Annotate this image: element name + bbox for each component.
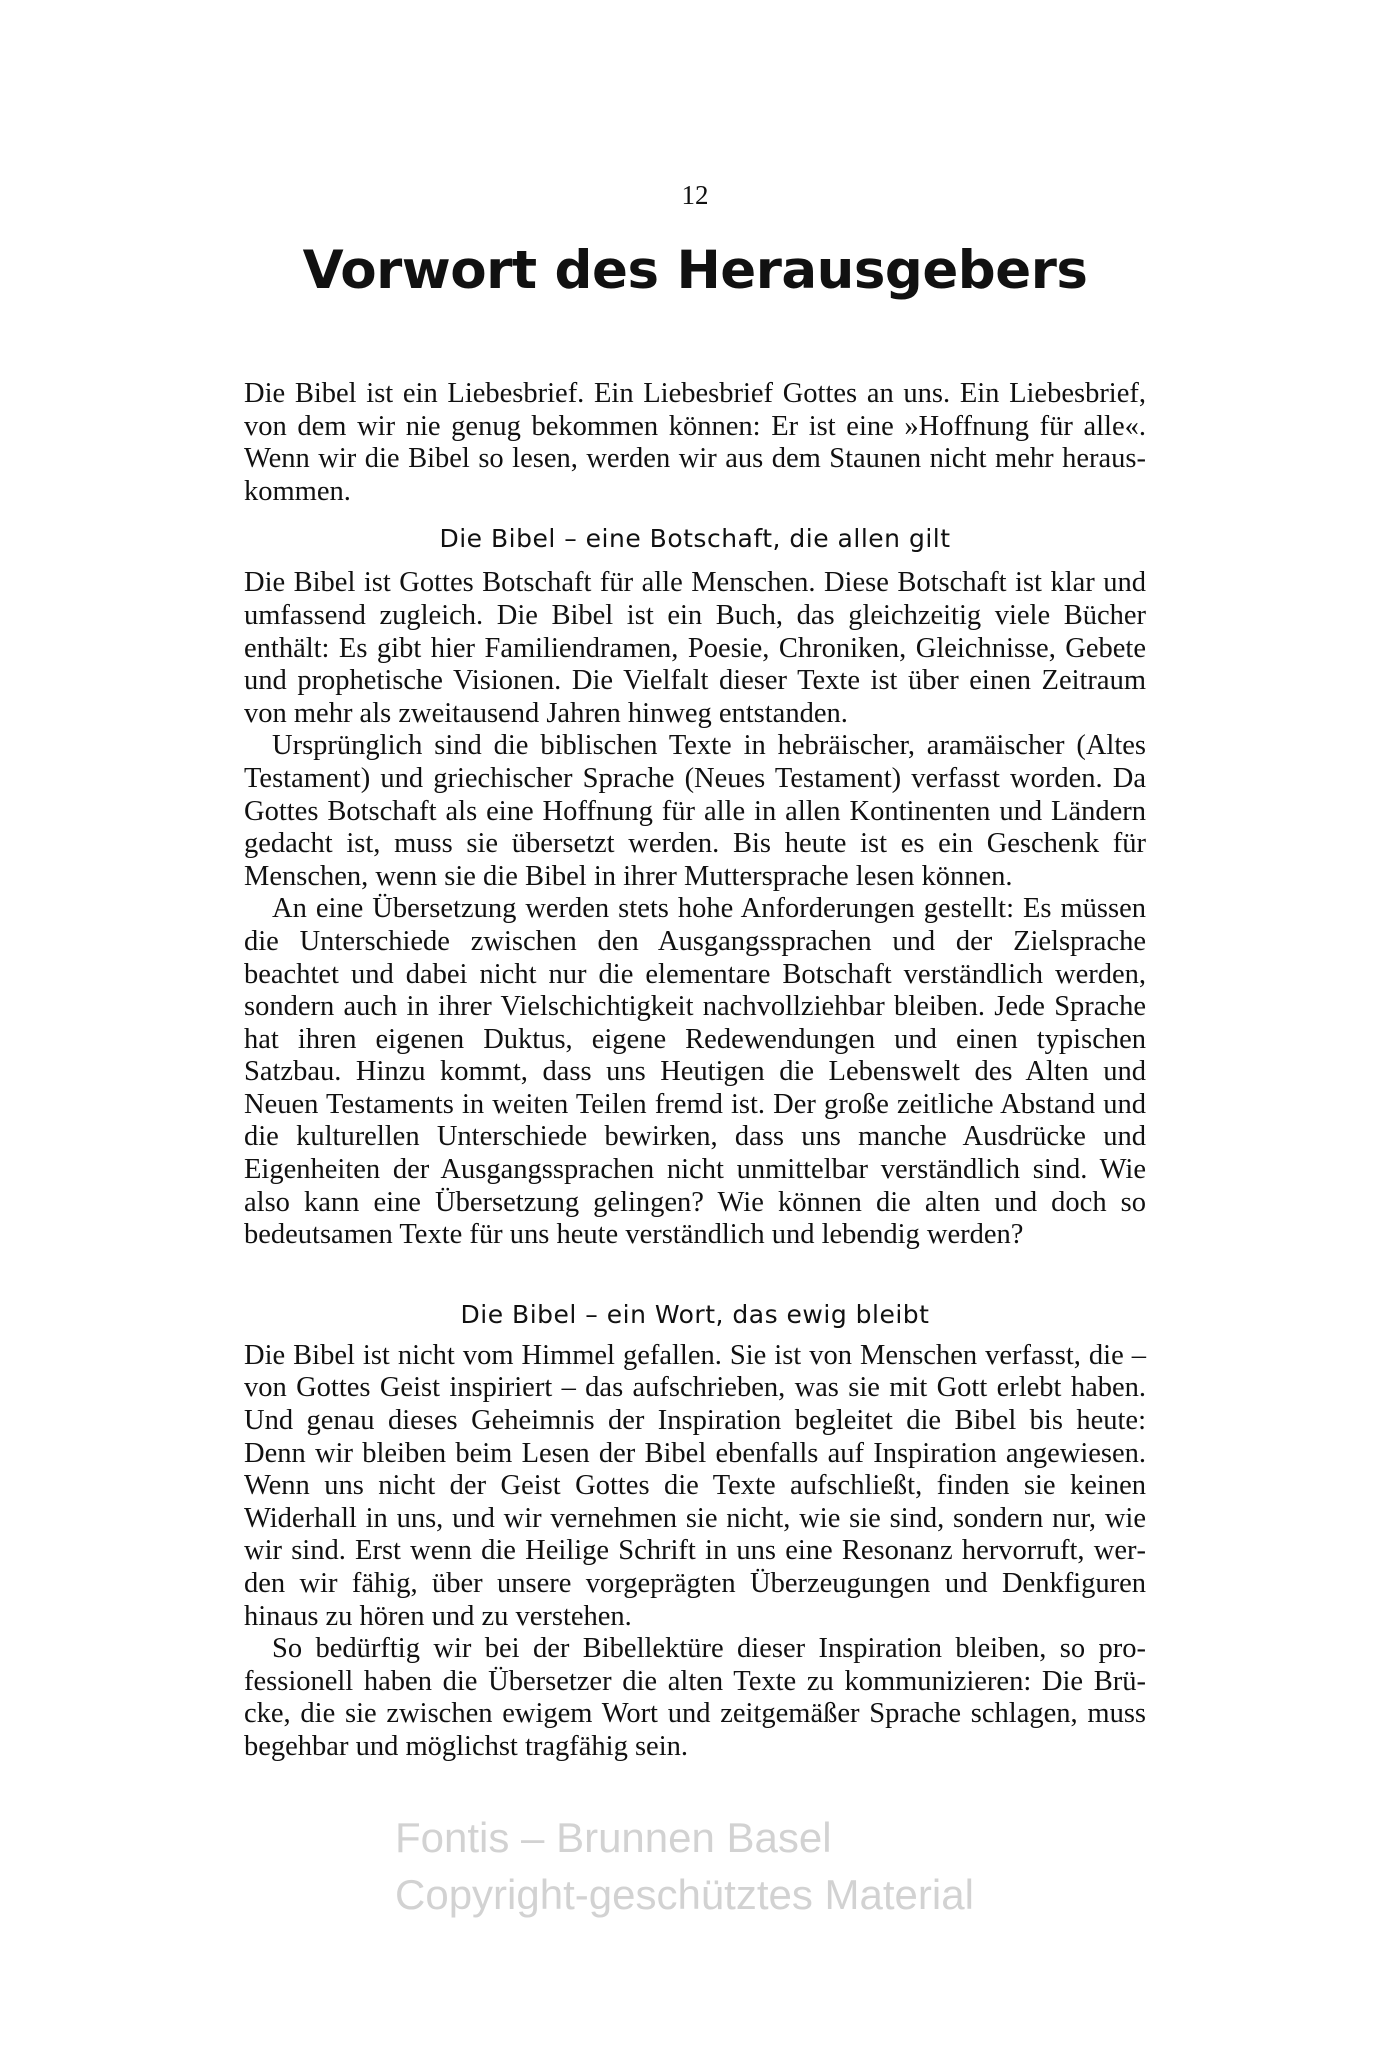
section2-paragraph-2: So bedürftig wir bei der Bibellektüre dieser Inspiration bleiben, so professionell haben die Übersetzer die alten Texte zu kommunizieren: Die Brücke, die sie zwischen ewigem Wort und zeitgemäßer Sprache schlagen, muss begehbar und möglichst tragfähig sein. (244, 1633, 1146, 1762)
section-heading-wort: Die Bibel – ein Wort, das ewig bleibt (460, 1299, 930, 1329)
watermark-copyright: Copyright-geschütztes Material (395, 1871, 974, 1918)
watermark-publisher: Fontis – Brunnen Basel (395, 1814, 832, 1861)
section1-paragraph-3: An eine Übersetzung werden stets hohe Anforderungen gestellt: Es müssen die Unterschiede zwischen den Ausgangssprachen und der Zielsprache beachtet und dabei nicht nur die elementare Botschaft verständlich werden, sondern auch in ihrer Vielschichtigkeit nachvollziehbar bleiben. Jede Sprache hat ihren eigenen Duktus, eigene Redewendungen und einen typischen Satzbau. Hinzu kommt, dass uns Heutigen die Lebenswelt des Alten und Neuen Testaments in weiten Teilen fremd ist. Der große zeitliche Abstand und die kulturellen Unterschiede bewirken, dass uns manche Ausdrücke und Eigenheiten der Ausgangssprachen nicht unmittelbar verständlich sind. Wie also kann eine Übersetzung gelingen? Wie können die alten und doch so bedeutsamen Texte für uns heute verständlich und lebendig werden? (244, 893, 1146, 1251)
page-title: Vorwort des Herausgebers (302, 240, 1088, 301)
section-heading-botschaft: Die Bibel – eine Botschaft, die allen gilt (439, 524, 951, 554)
page-content (244, 378, 1146, 1764)
section1-paragraph-1: Die Bibel ist Gottes Botschaft für alle Menschen. Diese Botschaft ist klar und umfassend zugleich. Die Bibel ist ein Buch, das gleichzeitig viele Bücher enthält: Es gibt hier Familiendramen, Poesie, Chroniken, Gleichnisse, Gebete und prophetische Visionen. Die Vielfalt dieser Texte ist über einen Zeitraum von mehr als zweitausend Jahren hinweg entstanden. (244, 567, 1146, 729)
section2-paragraph-1: Die Bibel ist nicht vom Himmel gefallen. Sie ist von Menschen verfasst, die – von Gottes Geist inspiriert – das aufschrieben, was sie mit Gott erlebt haben. Und genau dieses Geheimnis der Inspiration begleitet die Bibel bis heute: Denn wir bleiben beim Lesen der Bibel ebenfalls auf Inspiration angewiesen. Wenn uns nicht der Geist Gottes die Texte aufschließt, finden sie keinen Widerhall in uns, und wir vernehmen sie nicht, wie sie sind, sondern nur, wie wir sind. Erst wenn die Heilige Schrift in uns eine Resonanz hervorruft, werden wir fähig, über unsere vorgeprägten Überzeugungen und Denkfiguren hinaus zu hören und zu verstehen. (244, 1339, 1146, 1632)
intro-paragraph: Die Bibel ist ein Liebesbrief. Ein Liebesbrief Gottes an uns. Ein Liebesbrief, von dem wir nie genug bekommen können: Er ist eine »Hoffnung für alle«. Wenn wir die Bibel so lesen, werden wir aus dem Staunen nicht mehr herauskommen. (244, 378, 1146, 507)
section1-paragraph-2: Ursprünglich sind die biblischen Texte in hebräischer, aramäischer (Altes Testament) und griechischer Sprache (Neues Testament) verfasst worden. Da Gottes Botschaft als eine Hoffnung für alle in allen Kontinenten und Ländern gedacht ist, muss sie übersetzt werden. Bis heute ist es ein Geschenk für Menschen, wenn sie die Bibel in ihrer Muttersprache lesen können. (244, 730, 1146, 892)
page-number: 12 (681, 180, 709, 210)
